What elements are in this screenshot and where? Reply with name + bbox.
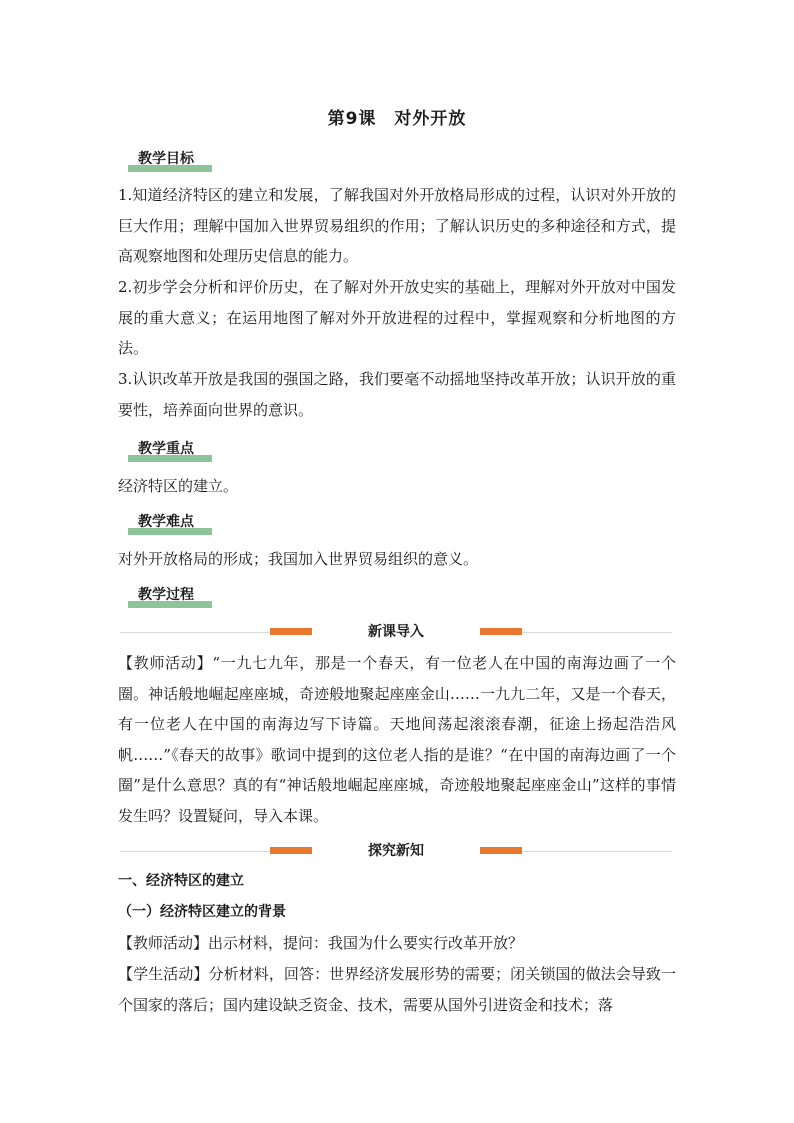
difficulties-text: 对外开放格局的形成；我国加入世界贸易组织的意义。 [118, 550, 479, 568]
goal-paragraph-1: 1.知道经济特区的建立和发展，了解我国对外开放格局形成的过程，认识对外开放的巨大作用；理解中国加入世界贸易组织的作用；了解认识历史的多种途径和方式，提高观察地图和处理历史信息的能力。 [118, 186, 676, 265]
section-heading-label: 教学重点 [138, 441, 194, 457]
divider-accent-right [480, 847, 522, 854]
section-heading-goals [134, 150, 194, 170]
goal-paragraph-2: 2.初步学会分析和评价历史，在了解对外开放史实的基础上，理解对外开放对中国发展的重大意义；在运用地图了解对外开放进程的过程中，掌握观察和分析地图的方法。 [118, 278, 676, 357]
divider-accent-right [480, 628, 522, 635]
section-heading-key-points [134, 440, 194, 460]
section-heading-label: 教学难点 [138, 514, 194, 530]
divider-intro [120, 622, 672, 642]
page-title: 第9课 对外开放 [327, 109, 467, 129]
divider-line [522, 632, 672, 633]
section-heading-label: 教学过程 [138, 587, 194, 603]
intro-paragraph: 【教师活动】“一九七九年，那是一个春天，有一位老人在中国的南海边画了一个圈。神话般地崛起座座城，奇迹般地聚起座座金山……一九九二年，又是一个春天，有一位老人在中国的南海边写下诗篇。天地间荡起滚滚春潮，征途上扬起浩浩风帆……”《春天的故事》歌词中提到的这位老人指的是谁？“在中国的南海边画了一个圈”是什么意思？真的有“神话般地崛起座座城，奇迹般地聚起座座金山”这样的事情发生吗？设置疑问，导入本课。 [118, 654, 676, 825]
teacher-activity: 【教师活动】出示材料，提问：我国为什么要实行改革开放？ [118, 934, 524, 952]
heading-special-economic-zones: 一、经济特区的建立 [118, 873, 244, 889]
divider-line [522, 851, 672, 852]
key-points-text: 经济特区的建立。 [118, 477, 239, 495]
goal-paragraph-3: 3.认识改革开放是我国的强国之路，我们要毫不动摇地坚持改革开放；认识开放的重要性，培养面向世界的意识。 [118, 370, 676, 419]
divider-label: 探究新知 [368, 843, 424, 859]
divider-explore [120, 841, 672, 861]
section-heading-difficulties [134, 513, 194, 533]
subheading-background: （一）经济特区建立的背景 [118, 904, 286, 920]
student-activity: 【学生活动】分析材料，回答：世界经济发展形势的需要；闭关锁国的做法会导致一个国家的落后；国内建设缺乏资金、技术，需要从国外引进资金和技术；落 [118, 965, 676, 1014]
section-heading-label: 教学目标 [138, 151, 194, 167]
divider-label: 新课导入 [368, 624, 424, 640]
section-heading-process [134, 586, 194, 606]
